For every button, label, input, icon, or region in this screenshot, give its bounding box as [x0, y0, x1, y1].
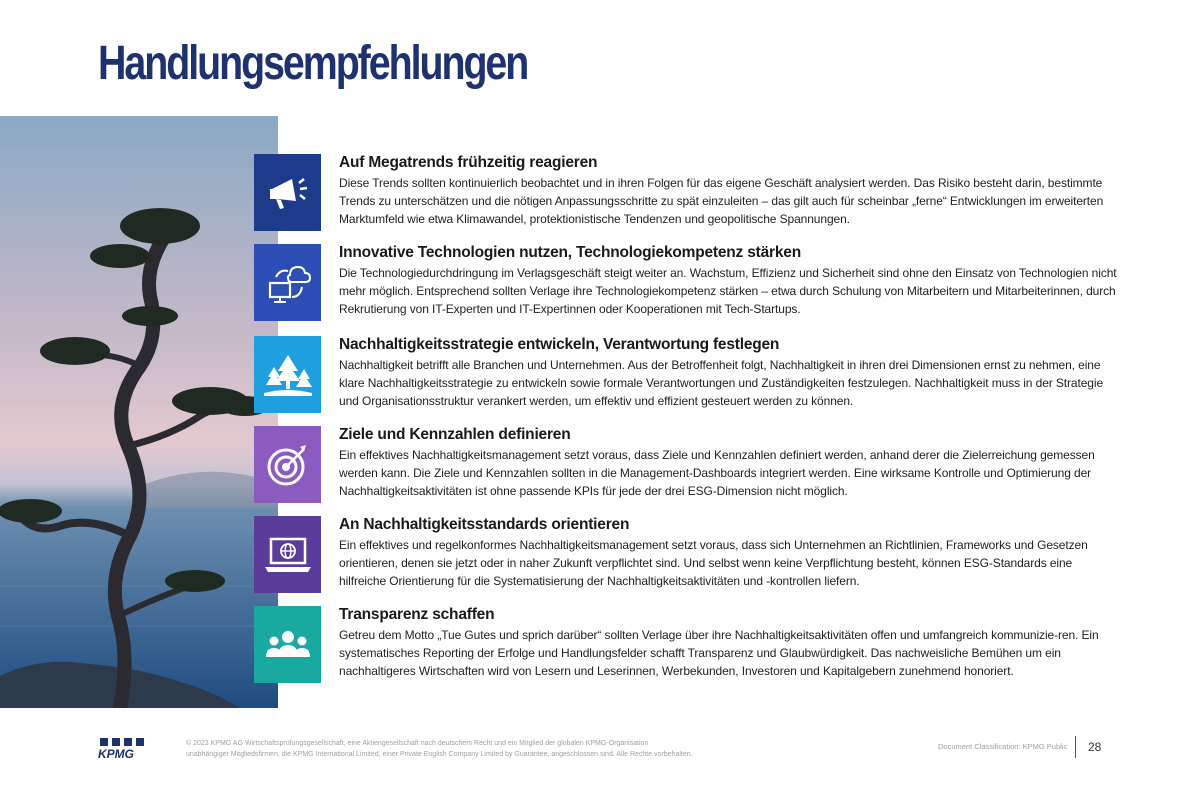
megaphone-icon	[262, 167, 314, 219]
page-title: Handlungsempfehlungen	[98, 37, 528, 90]
item-heading: Ziele und Kennzahlen definieren	[339, 426, 571, 443]
cloud-computer-tile	[254, 244, 321, 321]
item-heading: Nachhaltigkeitsstrategie entwickeln, Verantwortung festlegen	[339, 336, 780, 353]
item-body: Diese Trends sollten kontinuierlich beobachtet und in ihren Folgen für das eigene Geschäft analysiert werden. Das Risiko besteht darin, bestimmte Trends zu unterschätzen und die nötigen Anpassungsschritte zu spät einzuleiten – das gilt auch für scheinbar „ferne“ Entwicklungen im erweiterten Marktumfeld wie etwa Klimawandel, protektionistische Tendenzen und geopolitische Spannungen.	[339, 176, 1104, 226]
kpmg-logo	[98, 738, 150, 760]
people-group-icon	[262, 619, 314, 671]
recommendation-item-megatrends	[254, 154, 1134, 234]
kpmg-logo-text: KPMG	[98, 747, 134, 760]
item-body: Nachhaltigkeit betrifft alle Branchen und Unternehmen. Aus der Betroffenheit folgt, Nachhaltigkeit in ihren drei Dimensionen ernst zu nehmen, eine klare Nachhaltigkeitsstrategie zu entwickeln sowie formale Verantwortungen und Zuständigkeiten festzulegen. Nachhaltigkeit muss in der Strategie und Organisationsstruktur verankert werden, um effektiv und effizient gesteuert werden zu können.	[339, 358, 1104, 408]
megaphone-tile	[254, 154, 321, 231]
item-body: Ein effektives Nachhaltigkeitsmanagement setzt voraus, dass Ziele und Kennzahlen definiert werden, anhand derer die Zielerreichung gemessen werden kann. Die Ziele und Kennzahlen sollten in die Management-Dashboards integriert werden. Eine wirksame Kontrolle und Optimierung der Nachhaltigkeitsaktivitäten ist ohne passende KPIs für jede der drei ESG-Dimension nicht möglich.	[339, 448, 1095, 498]
cloud-computer-icon	[262, 257, 314, 309]
item-heading: Auf Megatrends frühzeitig reagieren	[339, 154, 598, 171]
recommendation-item-sustainability-strategy	[254, 336, 1134, 416]
copyright-line-2: unabhängiger Mitgliedsfirmen, die KPMG International Limited, einer Private English Company Limited by Guarantee, angeschlossen sind. Alle Rechte vorbehalten.	[186, 751, 693, 758]
forest-tile	[254, 336, 321, 413]
copyright-notice	[186, 738, 693, 760]
target-icon	[262, 439, 314, 491]
item-heading: Innovative Technologien nutzen, Technologiekompetenz stärken	[339, 244, 801, 261]
item-heading: An Nachhaltigkeitsstandards orientieren	[339, 516, 630, 533]
recommendation-item-transparency	[254, 606, 1134, 686]
copyright-line-1: © 2023 KPMG AG Wirtschaftsprüfungsgesellschaft, eine Aktiengesellschaft nach deutschem Recht und ein Mitglied der globalen KPMG-Organisation	[186, 740, 649, 747]
item-body: Getreu dem Motto „Tue Gutes und sprich darüber“ sollten Verlage über ihre Nachhaltigkeitsaktivitäten offen und umfangreich kommunizie-ren. Ein systematisches Reporting der Erfolge und Handlungsfelder schafft Transparenz und Glaubwürdigkeit. Das nachweisliche Bemühen um ein nachhaltigeres Wirtschaften wird von Lesern und Leserinnen, Werbekunden, Investoren und Kapitalgebern zunehmend honoriert.	[339, 628, 1099, 678]
forest-icon	[262, 349, 314, 401]
people-group-tile	[254, 606, 321, 683]
footer-divider	[1075, 736, 1076, 758]
page-number: 28	[1088, 740, 1102, 754]
recommendation-item-technology	[254, 244, 1134, 324]
laptop-globe-tile	[254, 516, 321, 593]
page-footer	[0, 730, 1200, 770]
item-body: Ein effektives und regelkonformes Nachhaltigkeitsmanagement setzt voraus, dass sich Unternehmen an Richtlinien, Frameworks und Gesetzen orientieren, denen sie jetzt oder in naher Zukunft verpflichtet sind. Und selbst wenn keine Verpflichtung besteht, können ESG-Standards eine hilfreiche Orientierung für die Systematisierung der Nachhaltigkeitsaktivitäten und -kontrollen liefern.	[339, 538, 1088, 588]
document-classification: Document Classification: KPMG Public	[938, 742, 1068, 751]
laptop-globe-icon	[262, 529, 314, 581]
target-tile	[254, 426, 321, 503]
item-heading: Transparenz schaffen	[339, 606, 495, 623]
tree-sea-photo	[0, 116, 278, 708]
recommendation-item-kpis	[254, 426, 1134, 506]
item-body: Die Technologiedurchdringung im Verlagsgeschäft steigt weiter an. Wachstum, Effizienz und Sicherheit sind ohne den Einsatz von Technologien nicht mehr möglich. Entsprechend sollten Verlage ihre Technologiekompetenz stärken – etwa durch Schulung von Mitarbeitern und Mitarbeiterinnen, durch Rekrutierung von IT-Experten und IT-Expertinnen oder Kooperationen mit Tech-Startups.	[339, 266, 1117, 316]
recommendation-item-standards	[254, 516, 1134, 596]
